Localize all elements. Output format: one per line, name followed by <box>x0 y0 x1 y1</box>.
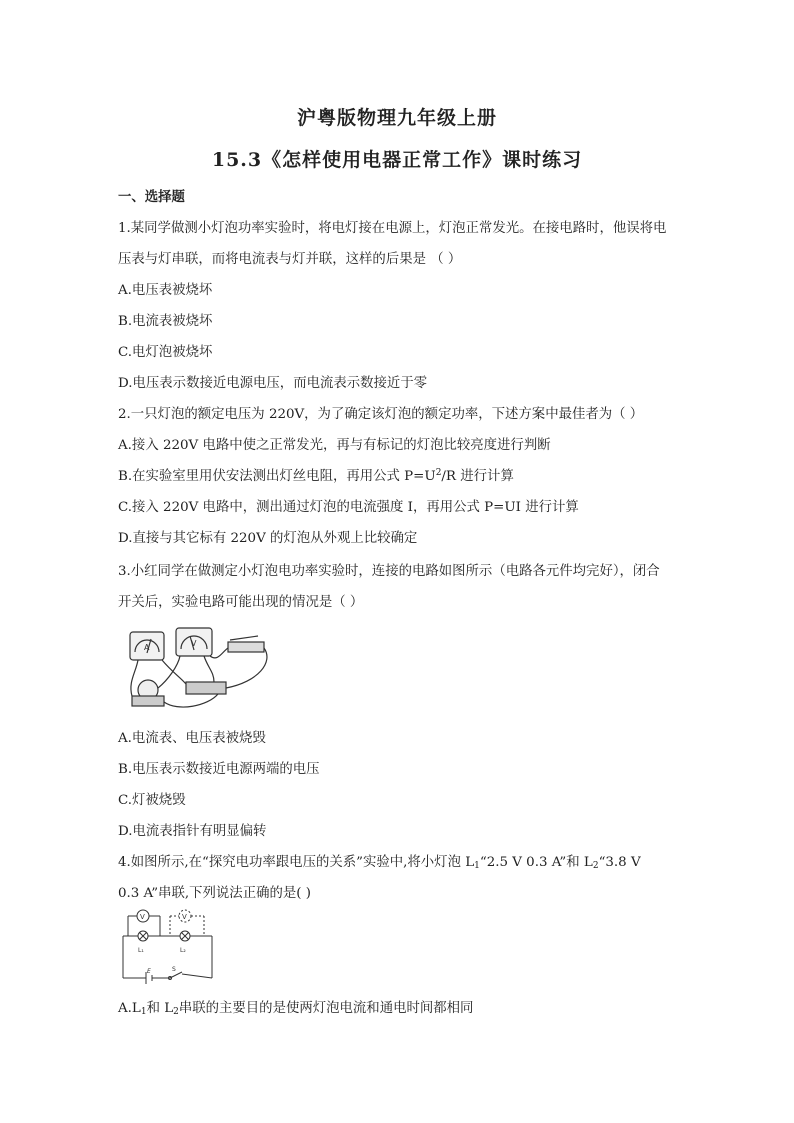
q3-stem-line1: 3.小红同学在做测定小灯泡电功率实验时，连接的电路如图所示（电路各元件均完好），闭合 <box>118 564 660 579</box>
q2-stem: 2.一只灯泡的额定电压为 220V，为了确定该灯泡的额定功率，下述方案中最佳者为（ ） <box>118 407 644 422</box>
q4-stem-text3: “3.8 V <box>598 855 641 870</box>
q4-stem-text2: “2.5 V 0.3 A”和 L <box>479 855 593 870</box>
q2-option-c: C.接入 220V 电路中，测出通过灯泡的电流强度 I，再用公式 P=UI 进行计算 <box>118 500 579 515</box>
q4-circuit-diagram <box>118 908 218 984</box>
q3-stem-line2: 开关后，实验电路可能出现的情况是（ ） <box>118 595 364 610</box>
s-label: S <box>172 966 176 973</box>
q3-option-d: D.电流表指针有明显偏转 <box>118 824 267 839</box>
q1-option-d: D.电压表示数接近电源电压，而电流表示数接近于零 <box>118 376 428 391</box>
q4-stem-sub1: 1 <box>474 861 480 871</box>
section-heading: 一、选择题 <box>118 189 185 205</box>
l2-label: L₂ <box>180 947 186 954</box>
q1-stem-line2: 压表与灯串联，而将电流表与灯并联，这样的后果是 （ ） <box>118 252 462 267</box>
q4-option-a-sub1: 1 <box>140 1007 147 1017</box>
e-label: E <box>147 968 151 975</box>
doc-title: 沪粤版物理九年级上册 <box>296 107 497 129</box>
q4-stem-sub2: 2 <box>592 861 599 871</box>
q4-stem-text1: 4.如图所示,在“探究电功率跟电压的关系”实验中,将小灯泡 L <box>118 855 475 870</box>
ammeter-label: A <box>144 643 150 652</box>
q2-option-b-text2: /R 进行计算 <box>441 469 514 484</box>
q1-stem-line1: 1.某同学做测小灯泡功率实验时，将电灯接在电源上，灯泡正常发光。在接电路时，他误将电 <box>118 221 667 236</box>
q4-option-a-sub2: 2 <box>173 1007 179 1017</box>
l1-label: L₁ <box>138 947 144 954</box>
rheostat-icon <box>186 682 226 694</box>
doc-subtitle: 15.3《怎样使用电器正常工作》课时练习 <box>211 149 583 171</box>
q1-option-c: C.电灯泡被烧坏 <box>118 345 213 360</box>
q4-stem-line1 <box>118 851 641 871</box>
q2-option-b <box>118 465 514 484</box>
v2-label: V <box>182 913 187 921</box>
q2-option-d: D.直接与其它标有 220V 的灯泡从外观上比较确定 <box>118 531 418 546</box>
q2-option-b-superscript: 2 <box>435 468 442 478</box>
q2-option-a: A.接入 220V 电路中使之正常发光，再与有标记的灯泡比较亮度进行判断 <box>118 438 551 453</box>
q4-stem-line2: 0.3 A”串联,下列说法正确的是( ) <box>118 886 311 901</box>
q3-circuit-photo <box>118 622 278 714</box>
v1-label: V <box>140 913 145 921</box>
q4-option-a-text3: 串联的主要目的是使两灯泡电流和通电时间都相同 <box>178 1001 474 1016</box>
q2-option-b-text1: B.在实验室里用伏安法测出灯丝电阻，再用公式 P=U <box>118 469 436 484</box>
q3-option-a: A.电流表、电压表被烧毁 <box>118 731 266 746</box>
q1-option-a: A.电压表被烧坏 <box>118 283 213 298</box>
q4-option-a <box>118 997 473 1017</box>
q3-option-b: B.电压表示数接近电源两端的电压 <box>118 762 320 777</box>
q4-option-a-text2: 和 L <box>146 1001 174 1016</box>
q4-option-a-text1: A.L <box>118 1001 141 1016</box>
q1-option-b: B.电流表被烧坏 <box>118 314 213 329</box>
q3-option-c: C.灯被烧毁 <box>118 793 186 808</box>
voltmeter-label: V <box>191 639 197 648</box>
